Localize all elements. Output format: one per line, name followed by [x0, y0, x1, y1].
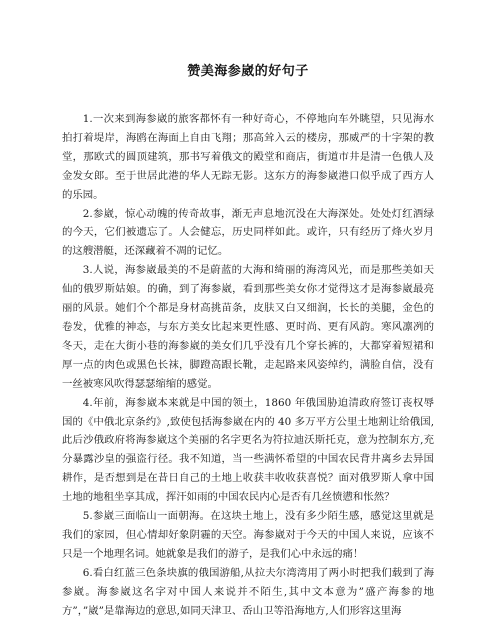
paragraph-4: 4.年前，海参崴本来就是中国的领土，1860 年俄国胁迫清政府签订丧权辱国的《中俄北京条约》,致使包括海参崴在内的 40 多万平方公里土地割让给俄国,此后沙俄政府将海参崴这个美丽的名字更名为符拉迪沃斯托克，意为控制东方,充分暴露沙皇的强盗行径。我不知道，当一些满怀希望的中国农民背井离乡去异国耕作，是否想到是在昔日自己的土地上收获丰收收获喜悦？面对俄罗斯人拿中国土地的地租坐享其成，挥汗如雨的中国农民内心是否有几丝愤懑和怅然？ — [62, 396, 434, 504]
paragraph-5: 5.参崴三面临山一面朝海。在这块土地上，没有多少陌生感，感觉这里就是我们的家园，但心情却好象阴霾的天空。海参崴对于今天的中国人来说，应该不只是一个地理名词。她就象是我们的游子，是我们心中永远的痛！ — [62, 510, 434, 560]
paragraph-3: 3.人说，海参崴最美的不是蔚蓝的大海和绮丽的海湾风光，而是那些美如天仙的俄罗斯姑娘。的确，到了海参崴，看到那些美女你才觉得这才是海参崴最亮丽的风景。她们个个都是身材高挑苗条，皮肤又白又细润，长长的美腿，金色的卷发，优雅的神态，与东方美女比起来更性感、更时尚、更有风韵。寒风凛冽的冬天，走在大街小巷的海参崴的美女们几乎没有几个穿长裤的，大都穿着短裙和厚一点的肉色或黑色长袜，脚蹬高跟长靴，走起路来风姿绰约，满脸自信，没有一丝被寒风吹得瑟瑟缩缩的感觉。 — [62, 264, 434, 390]
document-title: 赞美海参崴的好句子 — [187, 64, 309, 79]
paragraph-1: 1.一次来到海参崴的旅客都怀有一种好奇心，不停地向车外眺望，只见海水拍打着堤岸，海鸥在海面上自由飞翔；那高耸入云的楼房，那威严的十字架的教堂，那欧式的圆顶建筑，那书写着俄文的殿堂和商店，街道市井是清一色俄人及金发女郎。至于世居此港的华人无踪无影。这东方的海参崴港口似乎成了西方人的乐园。 — [62, 113, 434, 201]
paragraph-6: 6.看白红蓝三色条块旗的俄国游船,从拉夫尔湾湾用了两小时把我们载到了海参崴。海参崴这名字对中国人来说并不陌生,其中文本意为”盛产海参的地方”，”崴”是靠海边的意思,如同天津卫、岙山卫等沿海地方,人们形容这里海 — [62, 566, 434, 617]
document-body — [62, 110, 434, 620]
paragraph-2: 2.参崴，惊心动魄的传奇故事，渐无声息地沉没在大海深处。处处灯红酒绿的今天，它们被遗忘了。人会健忘，历史同样如此。或许，只有经历了烽火岁月的这艘潜艇，还深藏着不凋的记忆。 — [62, 207, 434, 258]
